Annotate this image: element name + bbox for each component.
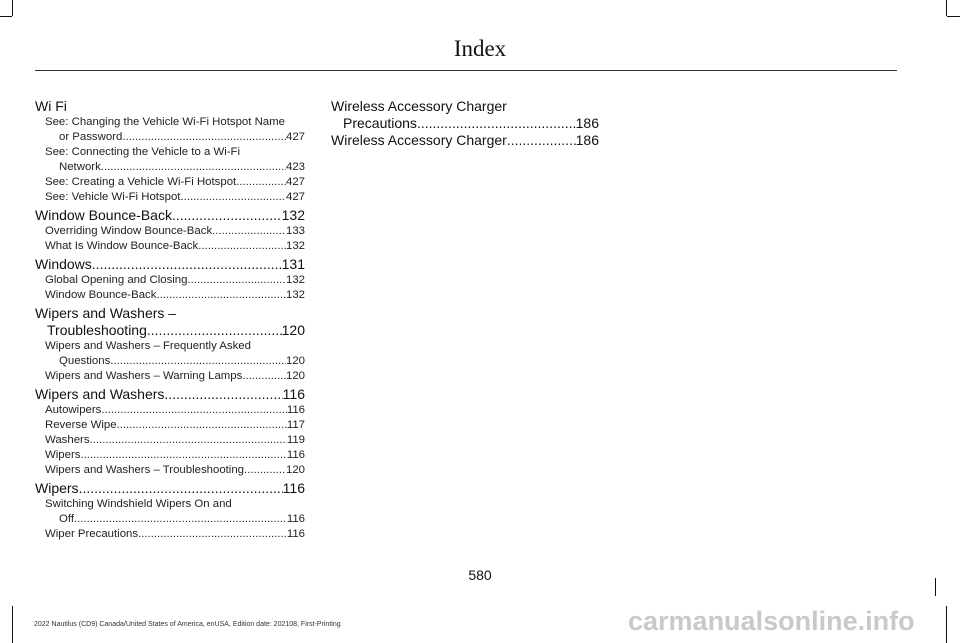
- crop-mark-bottom-left-v: [12, 606, 13, 643]
- leader-dots: [242, 369, 286, 384]
- index-subentry-text: Off: [59, 513, 74, 525]
- page-number: 580: [468, 567, 492, 583]
- leader-dots: [180, 190, 286, 205]
- index-heading-text: Wireless Accessory Charger: [331, 98, 507, 114]
- index-subentry-text: What Is Window Bounce-Back: [45, 240, 199, 252]
- index-subentry-text: Wiper Precautions: [45, 528, 139, 540]
- index-page-ref[interactable]: 116: [286, 449, 305, 461]
- index-subentry[interactable]: [35, 403, 305, 418]
- index-subentry[interactable]: [35, 288, 305, 303]
- index-heading-text: Wireless Accessory Charger: [331, 132, 507, 148]
- crop-mark-top-right-v: [946, 0, 947, 16]
- index-subentry[interactable]: [35, 448, 305, 463]
- leader-dots: [198, 239, 286, 254]
- index-heading-text: Troubleshooting: [47, 322, 147, 338]
- leader-dots: [101, 160, 286, 175]
- index-subentry-text: Reverse Wipe: [45, 419, 117, 431]
- index-page-ref[interactable]: 423: [285, 161, 305, 173]
- index-heading-charger-precautions[interactable]: [331, 115, 599, 132]
- index-page-ref[interactable]: 116: [286, 404, 305, 416]
- leader-dots: [147, 322, 282, 339]
- index-subentry-text: See: Vehicle Wi-Fi Hotspot: [45, 191, 181, 203]
- index-page-ref[interactable]: 132: [285, 289, 305, 301]
- index-heading-text: Windows: [35, 256, 92, 272]
- index-page-ref[interactable]: 120: [285, 464, 305, 476]
- leader-dots: [156, 288, 286, 303]
- crop-mark-top-right-h: [947, 16, 960, 17]
- index-subentry-text: or Password: [59, 131, 123, 143]
- leader-dots: [122, 130, 286, 145]
- leader-dots: [101, 403, 286, 418]
- index-subentry-text: Switching Windshield Wipers On and: [45, 498, 232, 510]
- leader-dots: [92, 256, 282, 273]
- index-page-ref[interactable]: 116: [282, 386, 305, 402]
- leader-dots: [236, 175, 286, 190]
- crop-mark-bottom-right-v: [946, 606, 947, 643]
- index-subentry-text: Wipers and Washers – Warning Lamps: [45, 370, 243, 382]
- index-subentry-text: See: Creating a Vehicle Wi-Fi Hotspot: [45, 176, 237, 188]
- index-subentry[interactable]: [35, 224, 305, 239]
- leader-dots: [79, 480, 283, 497]
- page-title: Index: [453, 36, 507, 61]
- footer-edition-text: 2022 Nautilus (CD9) Canada/United States of America, enUSA, Edition date: 202108, First-Printing: [34, 621, 341, 628]
- index-subentry[interactable]: [35, 433, 305, 448]
- index-subentry-text: Network: [59, 161, 101, 173]
- index-heading-wipers[interactable]: [35, 480, 305, 497]
- index-subentry[interactable]: [35, 418, 305, 433]
- leader-dots: [417, 115, 576, 132]
- index-heading-wipers-troubleshooting[interactable]: [35, 322, 305, 339]
- index-page-ref[interactable]: 133: [285, 225, 305, 237]
- index-page-ref[interactable]: 131: [281, 256, 305, 272]
- index-page-ref[interactable]: 186: [575, 115, 599, 131]
- leader-dots: [117, 418, 287, 433]
- index-page-ref[interactable]: 427: [285, 131, 305, 143]
- index-heading-text: Wipers and Washers –: [35, 305, 177, 321]
- index-page-ref[interactable]: 116: [282, 480, 305, 496]
- index-page-ref[interactable]: 132: [281, 207, 305, 223]
- index-page-ref[interactable]: 116: [286, 528, 305, 540]
- index-subentry-text: Questions: [59, 355, 111, 367]
- leader-dots: [244, 463, 286, 478]
- index-subentry-text: Wipers: [45, 449, 81, 461]
- index-subentry[interactable]: [35, 463, 305, 478]
- index-heading-charger[interactable]: [331, 132, 599, 149]
- leader-dots: [74, 512, 287, 527]
- index-page-ref[interactable]: 120: [285, 370, 305, 382]
- crop-mark-top-left-h: [0, 16, 12, 17]
- index-column-right: [331, 98, 599, 149]
- leader-dots: [138, 527, 287, 542]
- index-subentry[interactable]: [35, 190, 305, 205]
- watermark-logo: carmanualsonline.info: [628, 606, 915, 636]
- index-subentry[interactable]: [35, 160, 305, 175]
- index-heading-text: Wipers and Washers: [35, 386, 165, 402]
- header-rule: [35, 70, 897, 71]
- index-subentry-text: Washers: [45, 434, 90, 446]
- index-subentry[interactable]: [35, 527, 305, 542]
- index-subentry-text: Wipers and Washers – Troubleshooting: [45, 464, 245, 476]
- index-subentry[interactable]: [35, 130, 305, 145]
- index-page-ref[interactable]: 120: [281, 322, 305, 338]
- index-page-ref[interactable]: 120: [285, 355, 305, 367]
- index-page-ref[interactable]: 427: [285, 176, 305, 188]
- index-subentry-text: See: Changing the Vehicle Wi-Fi Hotspot Name: [45, 116, 285, 128]
- index-subentry-text: See: Connecting the Vehicle to a Wi-Fi: [45, 146, 241, 158]
- index-subentry-text: Overriding Window Bounce-Back: [45, 225, 213, 237]
- leader-dots: [90, 433, 287, 448]
- leader-dots: [507, 132, 576, 149]
- index-subentry-text: Wipers and Washers – Frequently Asked: [45, 340, 251, 352]
- index-page-ref[interactable]: 427: [285, 191, 305, 203]
- index-subentry[interactable]: [35, 273, 305, 288]
- index-subentry[interactable]: [35, 175, 305, 190]
- index-heading-text: Precautions: [343, 115, 417, 131]
- index-page-ref[interactable]: 116: [286, 513, 305, 525]
- index-subentry[interactable]: [35, 354, 305, 369]
- index-heading-wipers-and-washers[interactable]: [35, 386, 305, 403]
- index-page-ref[interactable]: 186: [575, 132, 599, 148]
- index-heading-windows[interactable]: [35, 256, 305, 273]
- index-heading-text: Window Bounce-Back: [35, 207, 172, 223]
- leader-dots: [110, 354, 286, 369]
- index-page-ref[interactable]: 119: [286, 434, 305, 446]
- leader-dots: [212, 224, 286, 239]
- leader-dots: [164, 386, 282, 403]
- index-page-ref[interactable]: 132: [285, 240, 305, 252]
- index-page-ref[interactable]: 117: [286, 419, 305, 431]
- leader-dots: [187, 273, 286, 288]
- index-subentry-text: Window Bounce-Back: [45, 289, 157, 301]
- index-subentry[interactable]: [35, 239, 305, 254]
- index-heading-window-bounce-back[interactable]: [35, 207, 305, 224]
- index-heading-text: Wipers: [35, 480, 79, 496]
- index-subentry-text: Autowipers: [45, 404, 102, 416]
- crop-mark-top-left-v: [12, 0, 13, 16]
- leader-dots: [80, 448, 286, 463]
- leader-dots: [172, 207, 282, 224]
- index-column-left: [35, 98, 305, 542]
- index-heading-wifi: Wi Fi: [35, 98, 67, 114]
- index-page-ref[interactable]: 132: [285, 274, 305, 286]
- index-subentry[interactable]: [35, 369, 305, 384]
- index-subentry-text: Global Opening and Closing: [45, 274, 188, 286]
- index-subentry[interactable]: [35, 512, 305, 527]
